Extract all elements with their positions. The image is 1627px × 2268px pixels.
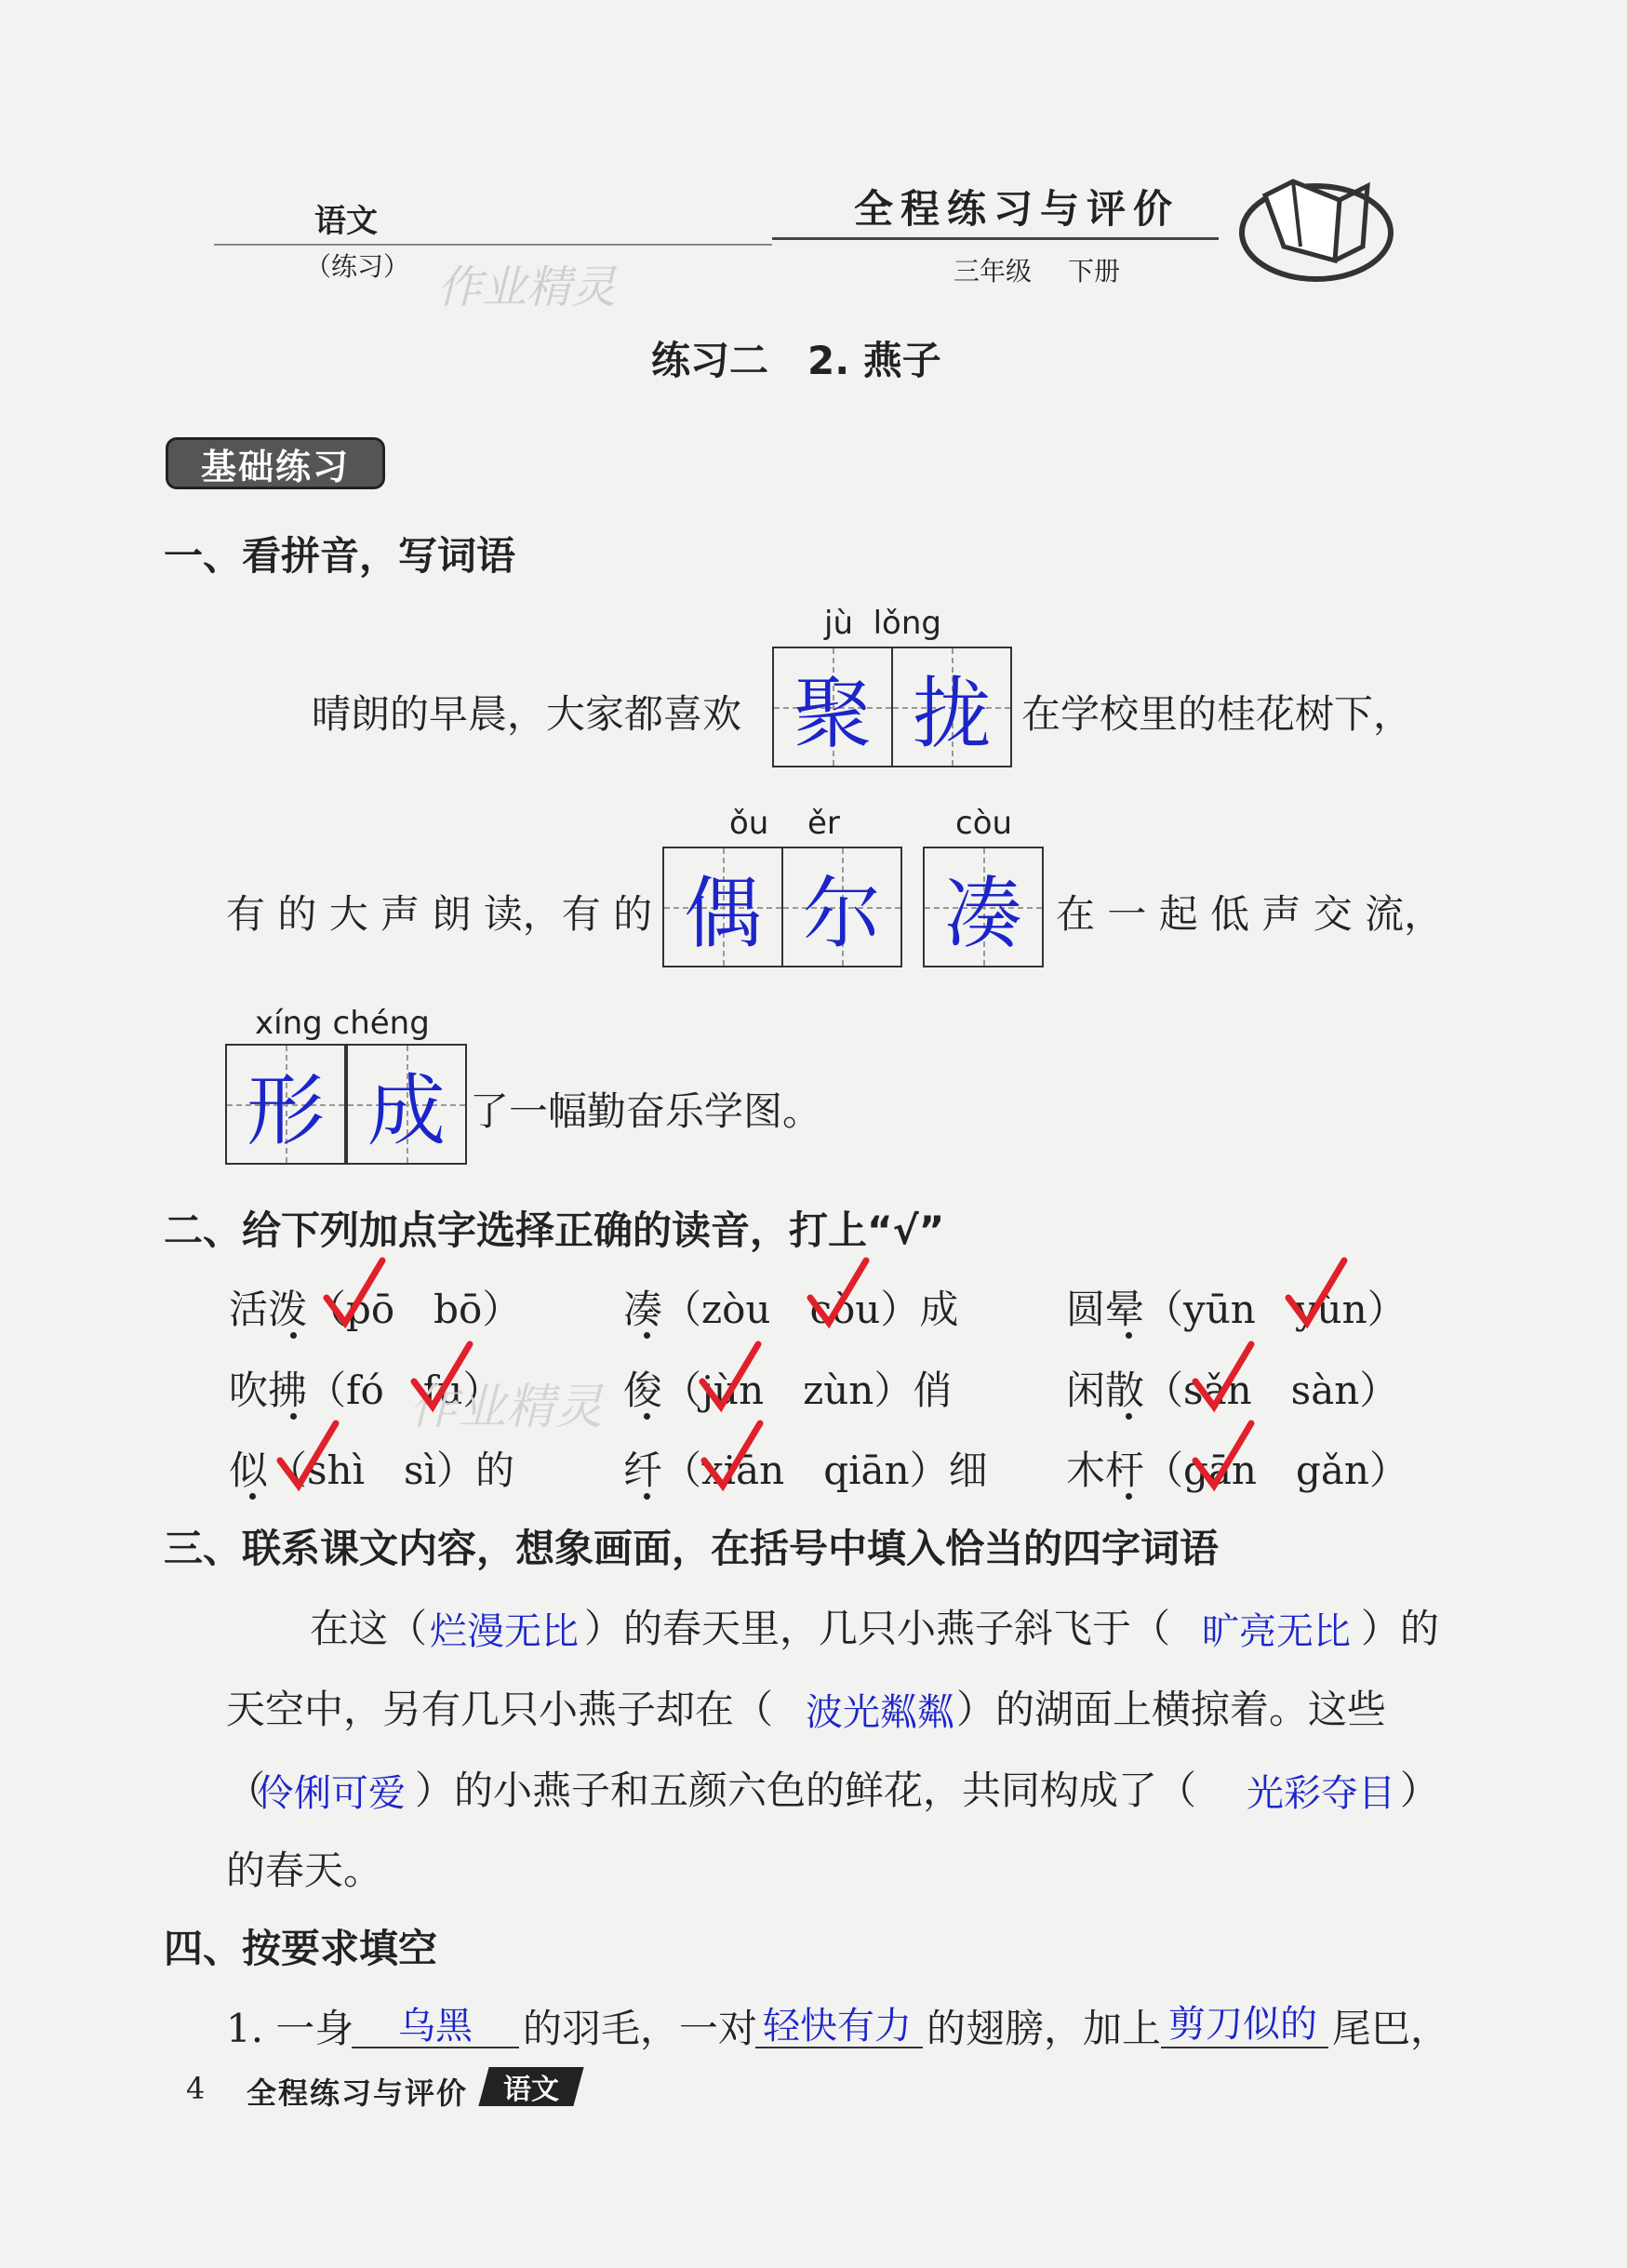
section-badge-label: 基础练习 bbox=[200, 446, 350, 487]
pinyin-choice: 俊（jùn zùn）俏 bbox=[623, 1367, 953, 1413]
q3-p3-a: （ bbox=[226, 1768, 266, 1813]
answer-char: 凑 bbox=[943, 867, 1022, 959]
check-mark-icon bbox=[698, 1340, 763, 1414]
check-mark-icon bbox=[1191, 1419, 1256, 1493]
q1-line2-before: 有 的 大 声 朗 读，有 的 bbox=[226, 891, 653, 937]
q3-p3-c: ） bbox=[1400, 1768, 1440, 1813]
q3-title: 三、联系课文内容，想象画面，在括号中填入恰当的四字词语 bbox=[164, 1526, 1220, 1571]
emphasis-dot bbox=[1126, 1332, 1132, 1339]
q1-pinyin-5: xíng chéng bbox=[255, 1005, 430, 1042]
q1-line2-after: 在 一 起 低 声 交 流， bbox=[1056, 891, 1444, 937]
pinyin-choice: 活泼（pō bō） bbox=[229, 1287, 522, 1332]
q3-p4: 的春天。 bbox=[226, 1848, 383, 1893]
answer-char: 尔 bbox=[802, 867, 881, 959]
answer-text: 旷亮无比 bbox=[1202, 1610, 1351, 1653]
check-mark-icon bbox=[1284, 1256, 1349, 1330]
q4-l1-c: 的翅膀，加上 bbox=[927, 2006, 1162, 2051]
pinyin-choice: 闲散（sǎn sàn） bbox=[1066, 1367, 1399, 1413]
emphasis-dot bbox=[644, 1332, 650, 1339]
pinyin-choice: 纤（xiān qiān）细 bbox=[623, 1448, 988, 1493]
pinyin-choice: 似（shì sì）的 bbox=[229, 1448, 515, 1493]
answer-box[interactable] bbox=[225, 1044, 346, 1165]
q4-l1-b: 的羽毛，一对 bbox=[523, 2006, 758, 2051]
check-mark-icon bbox=[409, 1340, 474, 1414]
answer-box[interactable] bbox=[891, 647, 1012, 767]
answer-box[interactable] bbox=[781, 847, 902, 967]
emphasis-dot bbox=[249, 1493, 256, 1500]
emphasis-dot bbox=[1126, 1493, 1132, 1500]
answer-text: 烂漫无比 bbox=[430, 1610, 579, 1653]
check-mark-icon bbox=[322, 1256, 387, 1330]
header-grade: 三年级 bbox=[954, 256, 1033, 287]
header-volume: 下册 bbox=[1068, 256, 1121, 287]
q1-line1-after: 在学校里的桂花树下， bbox=[1021, 691, 1413, 737]
answer-char: 形 bbox=[246, 1064, 325, 1156]
q3-p2-b: ）的湖面上横掠着。这些 bbox=[956, 1687, 1387, 1732]
emphasis-dot bbox=[644, 1493, 650, 1500]
q4-l1-a: 1. 一身 bbox=[226, 2006, 354, 2051]
header-rule-left bbox=[214, 244, 772, 246]
emphasis-dot bbox=[290, 1332, 297, 1339]
answer-text: 剪刀似的 bbox=[1168, 2003, 1317, 2046]
q3-p2-a: 天空中，另有几只小燕子却在（ bbox=[226, 1687, 774, 1732]
pinyin-choice: 木杆（gān gǎn） bbox=[1066, 1448, 1408, 1493]
q1-title: 一、看拼音，写词语 bbox=[164, 533, 516, 579]
answer-box[interactable] bbox=[662, 847, 783, 967]
header-sub-label: （练习） bbox=[305, 251, 410, 282]
q3-p3-b: ）的小燕子和五颜六色的鲜花，共同构成了（ bbox=[415, 1768, 1197, 1813]
lesson-title: 练习二 2. 燕子 bbox=[651, 338, 941, 383]
header-series-title: 全程练习与评价 bbox=[854, 186, 1180, 232]
page-number: 4 bbox=[186, 2071, 206, 2106]
answer-text: 波光粼粼 bbox=[806, 1691, 954, 1734]
q1-line1-before: 晴朗的早晨，大家都喜欢 bbox=[312, 691, 742, 737]
answer-text: 乌黑 bbox=[398, 2005, 473, 2048]
q3-p1-b: ）的春天里，几只小燕子斜飞于（ bbox=[584, 1606, 1171, 1651]
header-subject: 语文 bbox=[314, 203, 378, 240]
footer-subject-badge bbox=[478, 2067, 583, 2106]
answer-box[interactable] bbox=[346, 1044, 467, 1165]
footer-subject: 语文 bbox=[503, 2074, 559, 2106]
answer-char: 偶 bbox=[683, 867, 762, 959]
emphasis-dot bbox=[1126, 1413, 1132, 1420]
watermark: 作业精灵 bbox=[409, 1380, 604, 1435]
emphasis-dot bbox=[644, 1413, 650, 1420]
answer-char: 聚 bbox=[793, 667, 872, 759]
q1-pinyin-4: còu bbox=[955, 805, 1013, 842]
q3-p1-c: ）的 bbox=[1361, 1606, 1440, 1651]
header-watermark: 作业精灵 bbox=[437, 261, 617, 314]
q1-pinyin-1: jù lǒng bbox=[824, 605, 941, 642]
q4-title: 四、按要求填空 bbox=[164, 1926, 438, 1971]
answer-char: 拢 bbox=[912, 667, 991, 759]
q1-line3-after: 了一幅勤奋乐学图。 bbox=[470, 1088, 822, 1134]
answer-text: 伶俐可爱 bbox=[257, 1772, 406, 1815]
header-rule-right bbox=[772, 237, 1219, 240]
check-mark-icon bbox=[700, 1419, 765, 1493]
check-mark-icon bbox=[275, 1419, 340, 1493]
q1-pinyin-3: ěr bbox=[807, 805, 840, 842]
pinyin-choice: 凑（zòu còu）成 bbox=[623, 1287, 959, 1332]
answer-text: 光彩夺目 bbox=[1247, 1772, 1395, 1815]
section-badge bbox=[166, 437, 385, 489]
check-mark-icon bbox=[1191, 1340, 1256, 1414]
answer-char: 成 bbox=[367, 1064, 446, 1156]
q2-title: 二、给下列加点字选择正确的读音，打上“√” bbox=[164, 1207, 945, 1253]
q1-pinyin-2: ǒu bbox=[729, 805, 769, 842]
q4-l1-d: 尾巴， bbox=[1332, 2006, 1450, 2051]
book-logo-icon bbox=[1228, 158, 1395, 288]
answer-box[interactable] bbox=[772, 647, 893, 767]
pinyin-choice: 吹拂（fó fú） bbox=[229, 1367, 502, 1413]
answer-box[interactable] bbox=[923, 847, 1044, 967]
pinyin-choice: 圆晕（yūn yùn） bbox=[1066, 1287, 1407, 1332]
check-mark-icon bbox=[806, 1256, 871, 1330]
footer-series-title: 全程练习与评价 bbox=[247, 2075, 469, 2111]
answer-text: 轻快有力 bbox=[763, 2005, 912, 2048]
q3-p1-a: 在这（ bbox=[310, 1606, 428, 1651]
